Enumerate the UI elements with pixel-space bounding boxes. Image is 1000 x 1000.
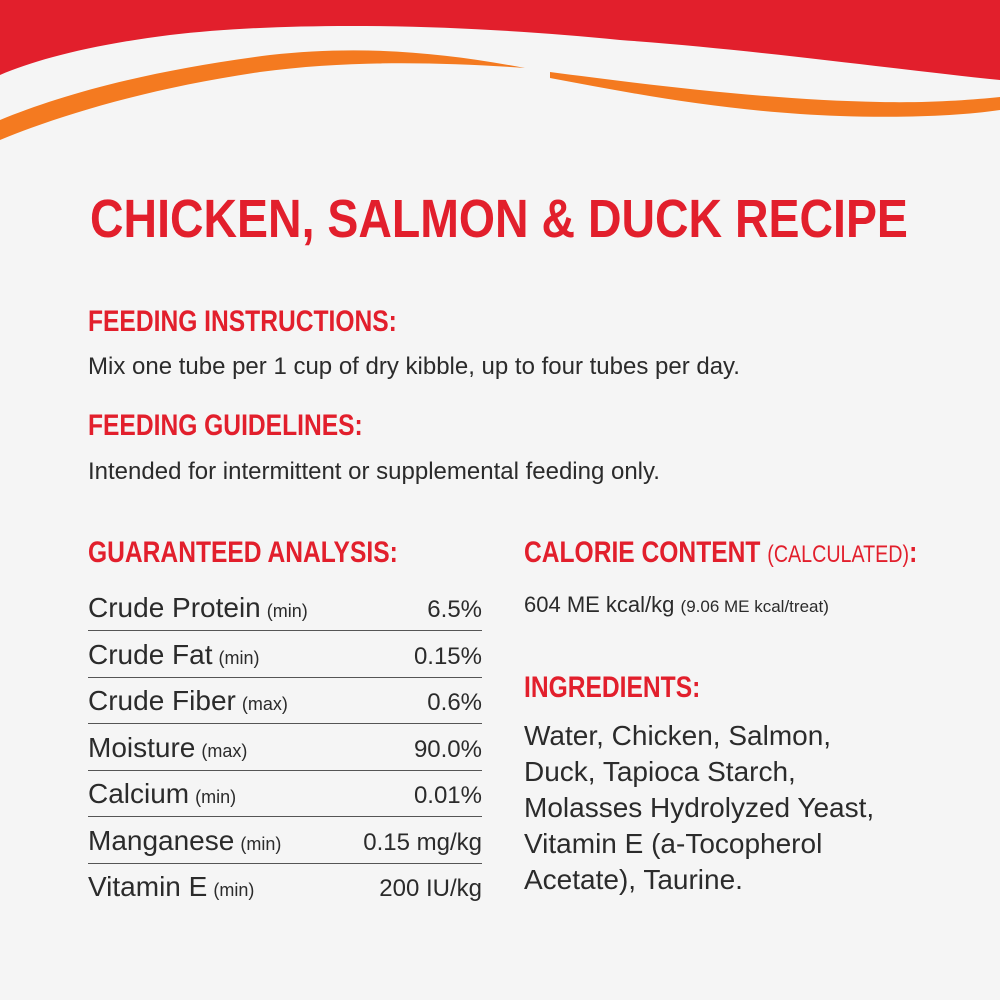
nutrient-value: 90.0% bbox=[413, 735, 482, 763]
analysis-row bbox=[88, 633, 482, 678]
nutrient-qualifier: (max) bbox=[201, 740, 248, 761]
nutrient-qualifier: (min) bbox=[195, 787, 237, 807]
nutrient-name: Calcium bbox=[88, 778, 190, 809]
feeding-guidelines-heading: FEEDING GUIDELINES: bbox=[88, 409, 363, 442]
guaranteed-analysis-heading: GUARANTEED ANALYSIS: bbox=[88, 536, 398, 569]
ingredients-heading: INGREDIENTS: bbox=[524, 671, 701, 704]
analysis-label bbox=[88, 679, 288, 728]
analysis-row bbox=[88, 865, 482, 909]
analysis-row bbox=[88, 772, 482, 817]
analysis-label bbox=[88, 633, 260, 682]
orange-wave-right bbox=[550, 72, 1000, 117]
feeding-instructions-heading: FEEDING INSTRUCTIONS: bbox=[88, 305, 397, 338]
orange-wave-left bbox=[0, 50, 525, 140]
nutrient-value: 6.5% bbox=[427, 596, 482, 623]
nutrient-name: Manganese bbox=[88, 824, 235, 856]
nutrient-value: 0.15% bbox=[413, 642, 482, 670]
nutrient-qualifier: (min) bbox=[266, 601, 308, 621]
analysis-label bbox=[88, 772, 236, 821]
calorie-value-note: (9.06 ME kcal/treat) bbox=[680, 597, 829, 616]
red-wave bbox=[0, 0, 1000, 80]
analysis-row bbox=[88, 586, 482, 631]
nutrient-qualifier: (max) bbox=[241, 694, 288, 714]
nutrient-qualifier: (min) bbox=[213, 880, 255, 900]
calorie-content-label: CALORIE CONTENT bbox=[524, 536, 761, 569]
analysis-label bbox=[88, 726, 247, 775]
calorie-content-colon: : bbox=[909, 536, 918, 569]
nutrient-name: Moisture bbox=[88, 731, 196, 763]
page-title: CHICKEN, SALMON & DUCK RECIPE bbox=[90, 189, 908, 249]
nutrient-value: 200 IU/kg bbox=[379, 875, 482, 902]
analysis-label bbox=[88, 865, 254, 914]
nutrient-name: Crude Fat bbox=[88, 638, 213, 670]
guaranteed-analysis-table bbox=[88, 586, 482, 911]
feeding-guidelines-text: Intended for intermittent or supplemental feeding only. bbox=[88, 458, 660, 485]
nutrient-name: Vitamin E bbox=[88, 871, 208, 902]
analysis-label bbox=[88, 819, 281, 868]
nutrient-name: Crude Protein bbox=[88, 592, 261, 623]
calorie-content-value bbox=[524, 590, 829, 622]
ingredients-text: Water, Chicken, Salmon, Duck, Tapioca Starch, Molasses Hydrolyzed Yeast, Vitamin E (a-Tocopherol Acetate), Taurine. bbox=[524, 720, 875, 895]
analysis-label bbox=[88, 586, 308, 635]
nutrient-value: 0.01% bbox=[413, 782, 482, 809]
nutrient-name: Crude Fiber bbox=[88, 685, 236, 716]
feeding-instructions-text: Mix one tube per 1 cup of dry kibble, up to four tubes per day. bbox=[88, 353, 740, 380]
analysis-row bbox=[88, 726, 482, 771]
nutrient-value: 0.15 mg/kg bbox=[363, 828, 482, 856]
calorie-value: 604 ME kcal/kg bbox=[524, 592, 675, 617]
nutrient-qualifier: (min) bbox=[240, 833, 282, 854]
decorative-wave-banner bbox=[0, 0, 1000, 160]
calorie-content-heading bbox=[524, 535, 917, 573]
analysis-row bbox=[88, 679, 482, 724]
analysis-row bbox=[88, 819, 482, 864]
nutrient-qualifier: (min) bbox=[218, 647, 260, 668]
calorie-content-note: (CALCULATED) bbox=[767, 541, 910, 568]
nutrient-value: 0.6% bbox=[427, 689, 482, 716]
